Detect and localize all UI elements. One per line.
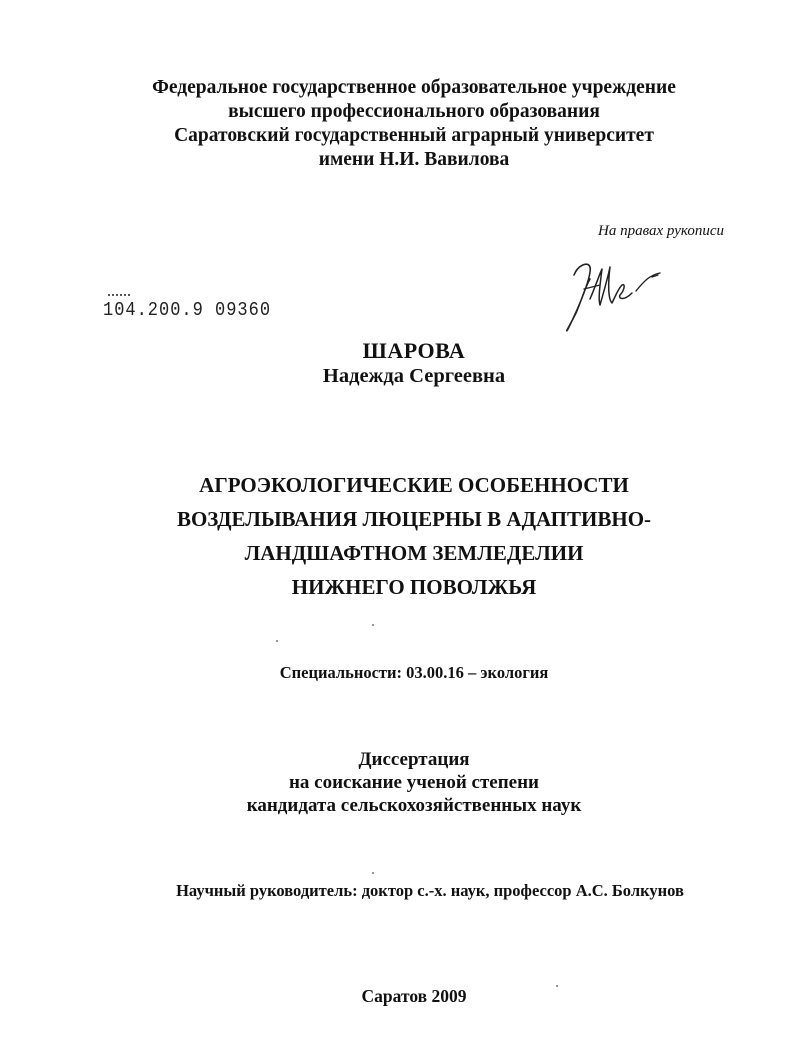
city-year: Саратов 2009 <box>361 986 467 1006</box>
author-given-names: Надежда Сергеевна <box>322 365 506 387</box>
institution-line: высшего профессионального образования <box>228 101 600 122</box>
handwritten-signature <box>560 255 670 335</box>
title-line: ЛАНДШАФТНОМ ЗЕМЛЕДЕЛИИ <box>244 541 584 565</box>
manuscript-rights-note: На правах рукописи <box>598 223 724 239</box>
scan-speck <box>276 640 278 642</box>
specialty-line: Специальности: 03.00.16 – экология <box>279 663 549 682</box>
title-line: НИЖНЕГО ПОВОЛЖЬЯ <box>291 575 537 599</box>
degree-line: кандидата сельскохозяйственных наук <box>246 795 582 816</box>
institution-line: Саратовский государственный аграрный университет <box>174 125 654 146</box>
dissertation-title <box>18 468 792 604</box>
scan-speck <box>372 872 374 874</box>
registration-marks <box>108 294 130 299</box>
degree-line: на соискание ученой степени <box>288 772 539 793</box>
degree-line: Диссертация <box>358 749 470 770</box>
degree-statement <box>18 748 792 817</box>
title-line: АГРОЭКОЛОГИЧЕСКИЕ ОСОБЕННОСТИ <box>199 473 629 497</box>
scientific-supervisor: Научный руководитель: доктор с.-х. наук, профессор А.С. Болкунов <box>176 881 684 900</box>
institution-header <box>18 76 792 172</box>
institution-line: имени Н.И. Вавилова <box>318 149 510 170</box>
title-line: ВОЗДЕЛЫВАНИЯ ЛЮЦЕРНЫ В АДАПТИВНО- <box>176 507 652 531</box>
registration-number: 104.200.9 09360 <box>103 300 272 322</box>
institution-line: Федеральное государственное образовательное учреждение <box>152 77 676 98</box>
author-surname: ШАРОВА <box>362 338 466 363</box>
scan-speck <box>372 624 374 626</box>
